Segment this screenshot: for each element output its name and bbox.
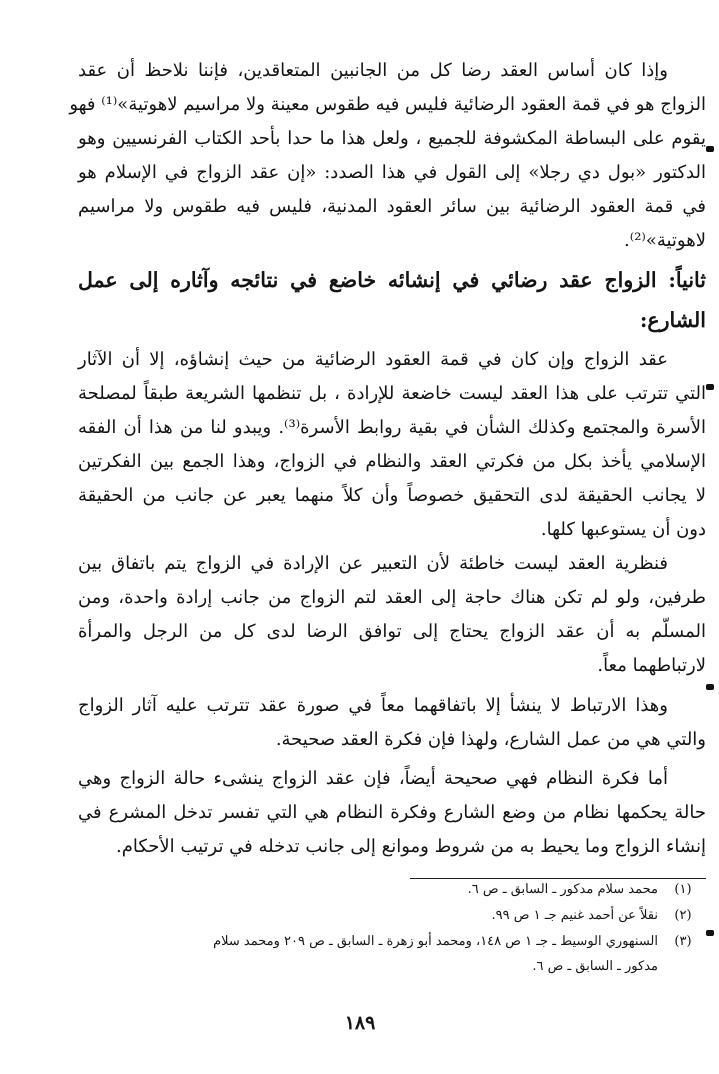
footnote-number: (١) xyxy=(674,882,692,897)
text-line: أما فكرة النظام فهي صحيحة أيضاً، فإن عقد الزواج ينشىء حالة الزواج وهي xyxy=(78,768,668,789)
text-line: الدكتور «بول دي رجلا» إلى القول في هذا الصدد: «إن عقد الزواج في الإسلام هو xyxy=(78,162,706,183)
footnote-text: نقلاً عن أحمد غنيم جـ ١ ص ٩٩. xyxy=(491,908,658,923)
text-line: دون أن يستوعبها كلها. xyxy=(540,519,706,540)
heading-line: الشارع: xyxy=(639,308,706,332)
text-line: في قمة العقود الرضائية بين سائر العقود المدنية، فليس فيه طقوس ولا مراسيم xyxy=(78,196,706,217)
text-line: لا يجانب الحقيقة لدى التحقيق خصوصاً وأن كلاً منهما يعبر عن جانب من الحقيقة xyxy=(78,485,706,506)
paragraph-2 xyxy=(78,343,706,547)
footnote-number: (٢) xyxy=(674,908,692,923)
margin-mark xyxy=(706,930,714,936)
paragraph-1 xyxy=(69,54,706,258)
text-line: طرفين، ولو لم تكن هناك حاجة إلى العقد لتم الزواج من جانب إرادة واحدة، ومن xyxy=(78,587,706,608)
paragraph-3 xyxy=(78,547,706,683)
heading-line: ثانياً: الزواج عقد رضائي في إنشائه خاضع في نتائجه وآثاره إلى عمل xyxy=(78,268,706,292)
footnote-3 xyxy=(40,930,708,954)
footnote-number: (٣) xyxy=(674,934,692,949)
text-line: وإذا كان أساس العقد رضا كل من الجانبين المتعاقدين، فإننا نلاحظ أن عقد xyxy=(78,60,668,81)
margin-mark xyxy=(706,684,714,690)
footnote-text: السنهوري الوسيط ـ جـ ١ ص ١٤٨، ومحمد أبو زهرة ـ السابق ـ ص ٢٠٩ ومحمد سلام xyxy=(213,934,658,949)
text-line: يقوم على البساطة المكشوفة للجميع ، ولعل هذا ما حدا بأحد الكتاب الفرنسيين وهو xyxy=(78,128,706,149)
footnote-3-continuation: مدكور ـ السابق ـ ص ٦. xyxy=(532,959,658,974)
text-line: التي تترتب على هذا العقد ليست خاضعة للإرادة ، بل تنظمها الشريعة طبقاً لمصلحة xyxy=(78,383,706,404)
text-line: المسلّم به أن عقد الزواج يحتاج إلى توافق الرضا لدى كل من الرجل والمرأة xyxy=(78,621,706,642)
text-line: حالة يحكمها نظام من وضع الشارع وفكرة النظام هي التي تفسر تدخل المشرع في xyxy=(78,802,706,823)
text-line: لارتباطهما معاً. xyxy=(597,655,706,676)
text-line: إنشاء الزواج وما يحيط به من شروط وموانع إلى جانب تدخله في ترتيب الأحكام. xyxy=(115,836,706,857)
section-heading xyxy=(78,260,706,340)
footnote-text: محمد سلام مدكور ـ السابق ـ ص ٦. xyxy=(467,882,658,897)
text-line: عقد الزواج وإن كان في قمة العقود الرضائية من حيث إنشاؤه، إلا أن الآثار xyxy=(78,349,668,370)
footnote-1 xyxy=(40,878,708,902)
paragraph-4 xyxy=(78,689,706,757)
text-line: فنظرية العقد ليست خاطئة لأن التعبير عن الإرادة في الزواج يتم باتفاق بين xyxy=(78,553,668,574)
margin-mark xyxy=(706,384,714,390)
page-number: ١٨٩ xyxy=(344,1012,376,1034)
footnote-2 xyxy=(40,904,708,928)
margin-mark xyxy=(706,146,714,152)
paragraph-5 xyxy=(78,762,706,864)
text-line: الإسلامي يأخذ بكل من فكرتي العقد والنظام في الزواج، وهذا الجمع بين الفكرتين xyxy=(78,451,706,472)
text-line: لاهوتية»⁽²⁾. xyxy=(624,230,706,251)
text-line: الأسرة والمجتمع وكذلك الشأن في بقية روابط الأسرة⁽³⁾. ويبدو لنا من هذا أن الفقه xyxy=(78,417,707,438)
text-line: والتي هي من عمل الشارع، ولهذا فإن فكرة العقد صحيحة. xyxy=(275,729,706,750)
text-line: الزواج هو في قمة العقود الرضائية فليس فيه طقوس معينة ولا مراسيم لاهوتية»⁽¹⁾ فهو xyxy=(69,94,706,115)
text-line: وهذا الارتباط لا ينشأ إلا باتفاقهما معاً في صورة عقد تترتب عليه آثار الزواج xyxy=(78,695,668,716)
